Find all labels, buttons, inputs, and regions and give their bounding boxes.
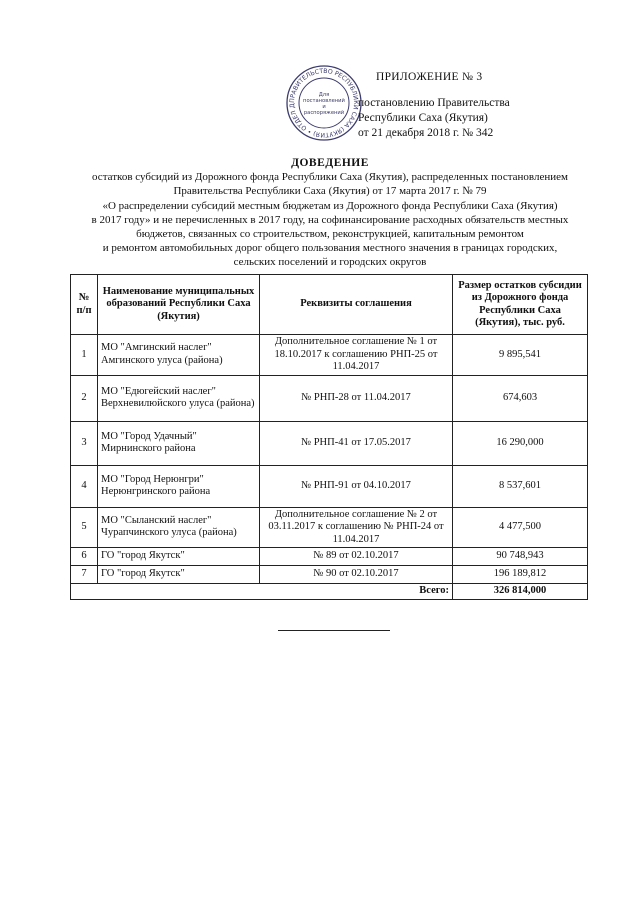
heading-line: бюджетов, связанных со строительством, реконструкцией, капитальным ремонтом xyxy=(136,228,524,241)
cell-amount: 16 290,000 xyxy=(453,421,588,465)
heading-line: сельских поселений и городских округов xyxy=(233,256,427,269)
header-requisites: Реквизиты соглашения xyxy=(260,275,453,335)
closing-line xyxy=(278,630,390,631)
cell-requisites: № 89 от 02.10.2017 xyxy=(260,548,453,566)
heading-line: «О распределении субсидий местным бюджетам из Дорожного фонда Республики Саха (Якутия) xyxy=(102,199,558,212)
cell-num: 6 xyxy=(71,548,98,566)
heading-line: Правительства Республики Саха (Якутия) от 17 марта 2017 г. № 79 xyxy=(173,185,487,198)
table-header-row xyxy=(71,275,588,335)
cell-requisites: № РНП-91 от 04.10.2017 xyxy=(260,465,453,507)
cell-amount: 90 748,943 xyxy=(453,548,588,566)
official-stamp xyxy=(285,64,363,142)
header-num: № п/п xyxy=(71,275,98,335)
cell-mo: МО "Едюгейский наслег" Верхневилюйского улуса (района) xyxy=(98,375,260,421)
appendix-line-1: постановлению Правительства xyxy=(358,97,510,109)
cell-requisites: Дополнительное соглашение № 2 от 03.11.2017 к соглашению № РНП-24 от 11.04.2017 xyxy=(260,507,453,548)
cell-requisites: № РНП-41 от 17.05.2017 xyxy=(260,421,453,465)
cell-num: 4 xyxy=(71,465,98,507)
cell-requisites: № РНП-28 от 11.04.2017 xyxy=(260,375,453,421)
header-mo: Наименование муниципальных образований Республики Саха (Якутия) xyxy=(98,275,260,335)
cell-requisites: Дополнительное соглашение № 1 от 18.10.2017 к соглашению РНП-25 от 11.04.2017 xyxy=(260,335,453,376)
cell-mo: МО "Город Нерюнгри" Нерюнгринского района xyxy=(98,465,260,507)
stamp-center-text: Для постановлений и распоряжений xyxy=(303,92,345,116)
subsidy-table xyxy=(70,274,588,600)
cell-mo: МО "Город Удачный" Мирнинского района xyxy=(98,421,260,465)
total-label: Всего: xyxy=(71,584,453,600)
cell-amount: 9 895,541 xyxy=(453,335,588,376)
document-heading xyxy=(70,156,590,270)
header-amount: Размер остатков субсидии из Дорожного фонда Республики Саха (Якутия), тыс. руб. xyxy=(453,275,588,335)
table-row xyxy=(71,548,588,566)
appendix-block xyxy=(358,70,528,141)
stamp-ring-text: ПРАВИТЕЛЬСТВО РЕСПУБЛИКИ САХА (ЯКУТИЯ) • ОТДЕЛ Д xyxy=(288,67,360,139)
appendix-title: ПРИЛОЖЕНИЕ № 3 xyxy=(376,71,483,83)
cell-amount: 674,603 xyxy=(453,375,588,421)
stamp-seal-icon xyxy=(285,64,363,142)
table-row xyxy=(71,375,588,421)
heading-line: в 2017 году» и не перечисленных в 2017 году, на софинансирование расходных обязательств местных xyxy=(91,213,569,226)
cell-amount: 196 189,812 xyxy=(453,566,588,584)
cell-num: 3 xyxy=(71,421,98,465)
cell-num: 5 xyxy=(71,507,98,548)
cell-requisites: № 90 от 02.10.2017 xyxy=(260,566,453,584)
appendix-line-3: от 21 декабря 2018 г. № 342 xyxy=(358,127,494,139)
heading-line: остатков субсидий из Дорожного фонда Республики Саха (Якутия), распределенных постановлением xyxy=(92,171,568,184)
cell-mo: МО "Сыланский наслег" Чурапчинского улуса (района) xyxy=(98,507,260,548)
cell-num: 1 xyxy=(71,335,98,376)
heading-line: и ремонтом автомобильных дорог общего пользования местного значения в границах городских, xyxy=(102,242,558,255)
total-amount: 326 814,000 xyxy=(453,584,588,600)
cell-mo: ГО "город Якутск" xyxy=(98,548,260,566)
cell-mo: ГО "город Якутск" xyxy=(98,566,260,584)
table-row xyxy=(71,465,588,507)
cell-mo: МО "Амгинский наслег" Амгинского улуса (района) xyxy=(98,335,260,376)
table-row xyxy=(71,335,588,376)
cell-amount: 8 537,601 xyxy=(453,465,588,507)
document-title: ДОВЕДЕНИЕ xyxy=(291,157,369,169)
table-total-row xyxy=(71,584,588,600)
table-row xyxy=(71,507,588,548)
table-row xyxy=(71,566,588,584)
cell-amount: 4 477,500 xyxy=(453,507,588,548)
cell-num: 2 xyxy=(71,375,98,421)
table-row xyxy=(71,421,588,465)
cell-num: 7 xyxy=(71,566,98,584)
appendix-line-2: Республики Саха (Якутия) xyxy=(358,112,488,124)
